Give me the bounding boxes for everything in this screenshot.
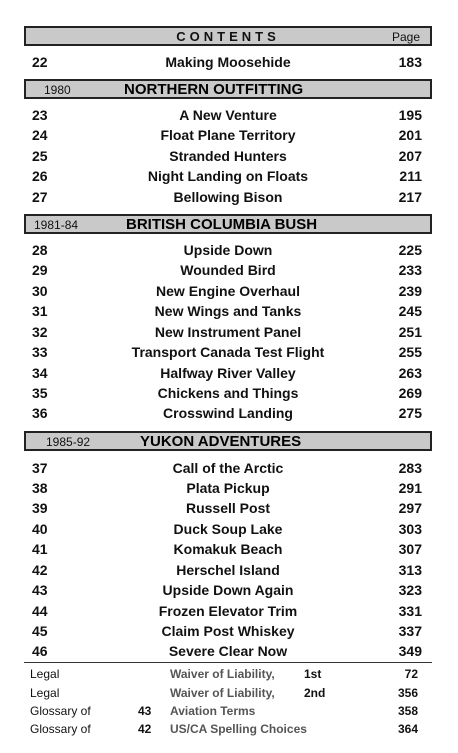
page-number: 183 xyxy=(398,54,422,70)
appendix-title: US/CA Spelling Choices xyxy=(170,722,307,736)
chapter-title: Frozen Elevator Trim xyxy=(158,603,298,619)
page-number: 331 xyxy=(398,603,422,619)
appendix-title: Aviation Terms xyxy=(170,704,256,718)
appendix-entry xyxy=(24,665,432,683)
toc-entry xyxy=(24,403,432,423)
chapter-number: 45 xyxy=(32,623,48,639)
appendix-title: Waiver of Liability, xyxy=(170,686,275,700)
page-number: 291 xyxy=(398,480,422,496)
toc-entry xyxy=(24,301,432,321)
toc-entry xyxy=(24,519,432,539)
page-number: 245 xyxy=(398,303,422,319)
page-number: 195 xyxy=(398,107,422,123)
footer-divider xyxy=(24,662,432,663)
contents-title: CONTENTS xyxy=(176,29,280,44)
chapter-number: 25 xyxy=(32,148,48,164)
page-number: 217 xyxy=(398,189,422,205)
toc-entry xyxy=(24,641,432,661)
page-number: 255 xyxy=(398,344,422,360)
page-number: 323 xyxy=(398,582,422,598)
page-number: 251 xyxy=(398,324,422,340)
section-header-bar xyxy=(24,431,432,451)
chapter-title: A New Venture xyxy=(179,107,277,123)
chapter-title: Russell Post xyxy=(185,500,271,516)
chapter-title: Stranded Hunters xyxy=(169,148,287,164)
page-number: 225 xyxy=(398,242,422,258)
chapter-title: Claim Post Whiskey xyxy=(161,623,295,639)
page-number: 72 xyxy=(404,667,418,681)
appendix-kind: Legal xyxy=(30,667,60,681)
chapter-number: 28 xyxy=(32,242,48,258)
appendix-kind: Glossary of xyxy=(30,704,91,718)
chapter-number: 44 xyxy=(32,603,48,619)
chapter-number: 34 xyxy=(32,365,48,381)
page-number: 313 xyxy=(398,562,422,578)
section-heading: YUKON ADVENTURES xyxy=(140,433,302,450)
chapter-title: Plata Pickup xyxy=(186,480,270,496)
toc-entry xyxy=(24,281,432,301)
section-heading: NORTHERN OUTFITTING xyxy=(124,81,304,98)
toc-entry xyxy=(24,187,432,207)
page-number: 201 xyxy=(398,127,422,143)
page-number: 233 xyxy=(398,262,422,278)
chapter-number: 41 xyxy=(32,541,48,557)
chapter-title: Wounded Bird xyxy=(180,262,276,278)
toc-entry xyxy=(24,621,432,641)
chapter-title: Bellowing Bison xyxy=(173,189,283,205)
appendix-kind: Legal xyxy=(30,686,60,700)
appendix-title: Waiver of Liability, xyxy=(170,667,275,681)
page-number: 207 xyxy=(398,148,422,164)
chapter-number: 43 xyxy=(32,582,48,598)
toc-entry xyxy=(24,383,432,403)
chapter-title: Chickens and Things xyxy=(157,385,299,401)
section-years: 1981-84 xyxy=(34,218,79,232)
chapter-number: 37 xyxy=(32,460,48,476)
section-years: 1985-92 xyxy=(46,435,91,449)
chapter-title: Severe Clear Now xyxy=(168,643,288,659)
page-number: 263 xyxy=(398,365,422,381)
toc-entry xyxy=(24,560,432,580)
toc-entry xyxy=(24,601,432,621)
toc-entry xyxy=(24,52,432,72)
chapter-title: Crosswind Landing xyxy=(163,405,293,421)
appendix-chapter: 42 xyxy=(138,722,152,736)
chapter-number: 39 xyxy=(32,500,48,516)
chapter-title: Night Landing on Floats xyxy=(147,168,309,184)
page-number: 364 xyxy=(397,722,418,736)
toc-entry xyxy=(24,322,432,342)
chapter-number: 40 xyxy=(32,521,48,537)
chapter-number: 29 xyxy=(32,262,48,278)
page-number: 307 xyxy=(398,541,422,557)
chapter-number: 26 xyxy=(32,168,48,184)
chapter-title: New Engine Overhaul xyxy=(156,283,300,299)
chapter-title: New Instrument Panel xyxy=(154,324,302,340)
toc-entry xyxy=(24,240,432,260)
toc-entry xyxy=(24,260,432,280)
appendix-kind: Glossary of xyxy=(30,722,91,736)
chapter-title: Halfway River Valley xyxy=(160,365,296,381)
toc-entry xyxy=(24,125,432,145)
section-heading: BRITISH COLUMBIA BUSH xyxy=(126,216,318,233)
toc-entry xyxy=(24,458,432,478)
appendix-chapter: 43 xyxy=(138,704,152,718)
page-number: 358 xyxy=(397,704,418,718)
chapter-title: Upside Down Again xyxy=(162,582,294,598)
appendix-edition: 2nd xyxy=(304,686,326,700)
chapter-number: 46 xyxy=(32,643,48,659)
chapter-number: 35 xyxy=(32,385,48,401)
appendix-edition: 1st xyxy=(304,667,322,681)
chapter-number: 22 xyxy=(32,54,48,70)
toc-entry xyxy=(24,580,432,600)
toc-entry xyxy=(24,363,432,383)
section-header-bar xyxy=(24,214,432,234)
page-number: 337 xyxy=(398,623,422,639)
toc-entry xyxy=(24,105,432,125)
page-number: 297 xyxy=(398,500,422,516)
toc-entry xyxy=(24,478,432,498)
section-header-bar xyxy=(24,79,432,99)
section-years: 1980 xyxy=(44,83,71,97)
page-number: 349 xyxy=(398,643,422,659)
chapter-title: Upside Down xyxy=(183,242,273,258)
page-column-label: Page xyxy=(391,30,420,44)
page-number: 269 xyxy=(398,385,422,401)
page-number: 211 xyxy=(399,168,422,184)
chapter-title: Komakuk Beach xyxy=(173,541,283,557)
page-number: 275 xyxy=(398,405,422,421)
contents-header-bar xyxy=(24,26,432,46)
page-number: 303 xyxy=(398,521,422,537)
toc-entry xyxy=(24,146,432,166)
page-number: 283 xyxy=(398,460,422,476)
chapter-number: 27 xyxy=(32,189,48,205)
page-number: 239 xyxy=(398,283,422,299)
appendix-entry xyxy=(24,720,432,738)
chapter-title: Duck Soup Lake xyxy=(173,521,283,537)
chapter-title: New Wings and Tanks xyxy=(154,303,302,319)
chapter-title: Transport Canada Test Flight xyxy=(131,344,325,360)
chapter-title: Herschel Island xyxy=(176,562,280,578)
chapter-title: Making Moosehide xyxy=(165,54,291,70)
chapter-number: 42 xyxy=(32,562,48,578)
chapter-title: Float Plane Territory xyxy=(160,127,296,143)
chapter-title: Call of the Arctic xyxy=(172,460,284,476)
chapter-number: 32 xyxy=(32,324,48,340)
toc-entry xyxy=(24,166,432,186)
chapter-number: 23 xyxy=(32,107,48,123)
chapter-number: 30 xyxy=(32,283,48,299)
toc-entry xyxy=(24,342,432,362)
chapter-number: 38 xyxy=(32,480,48,496)
chapter-number: 24 xyxy=(32,127,48,143)
appendix-entry xyxy=(24,702,432,720)
page-number: 356 xyxy=(397,686,418,700)
toc-entry xyxy=(24,539,432,559)
appendix-entry xyxy=(24,684,432,702)
chapter-number: 36 xyxy=(32,405,48,421)
chapter-number: 31 xyxy=(32,303,48,319)
toc-entry xyxy=(24,498,432,518)
chapter-number: 33 xyxy=(32,344,48,360)
